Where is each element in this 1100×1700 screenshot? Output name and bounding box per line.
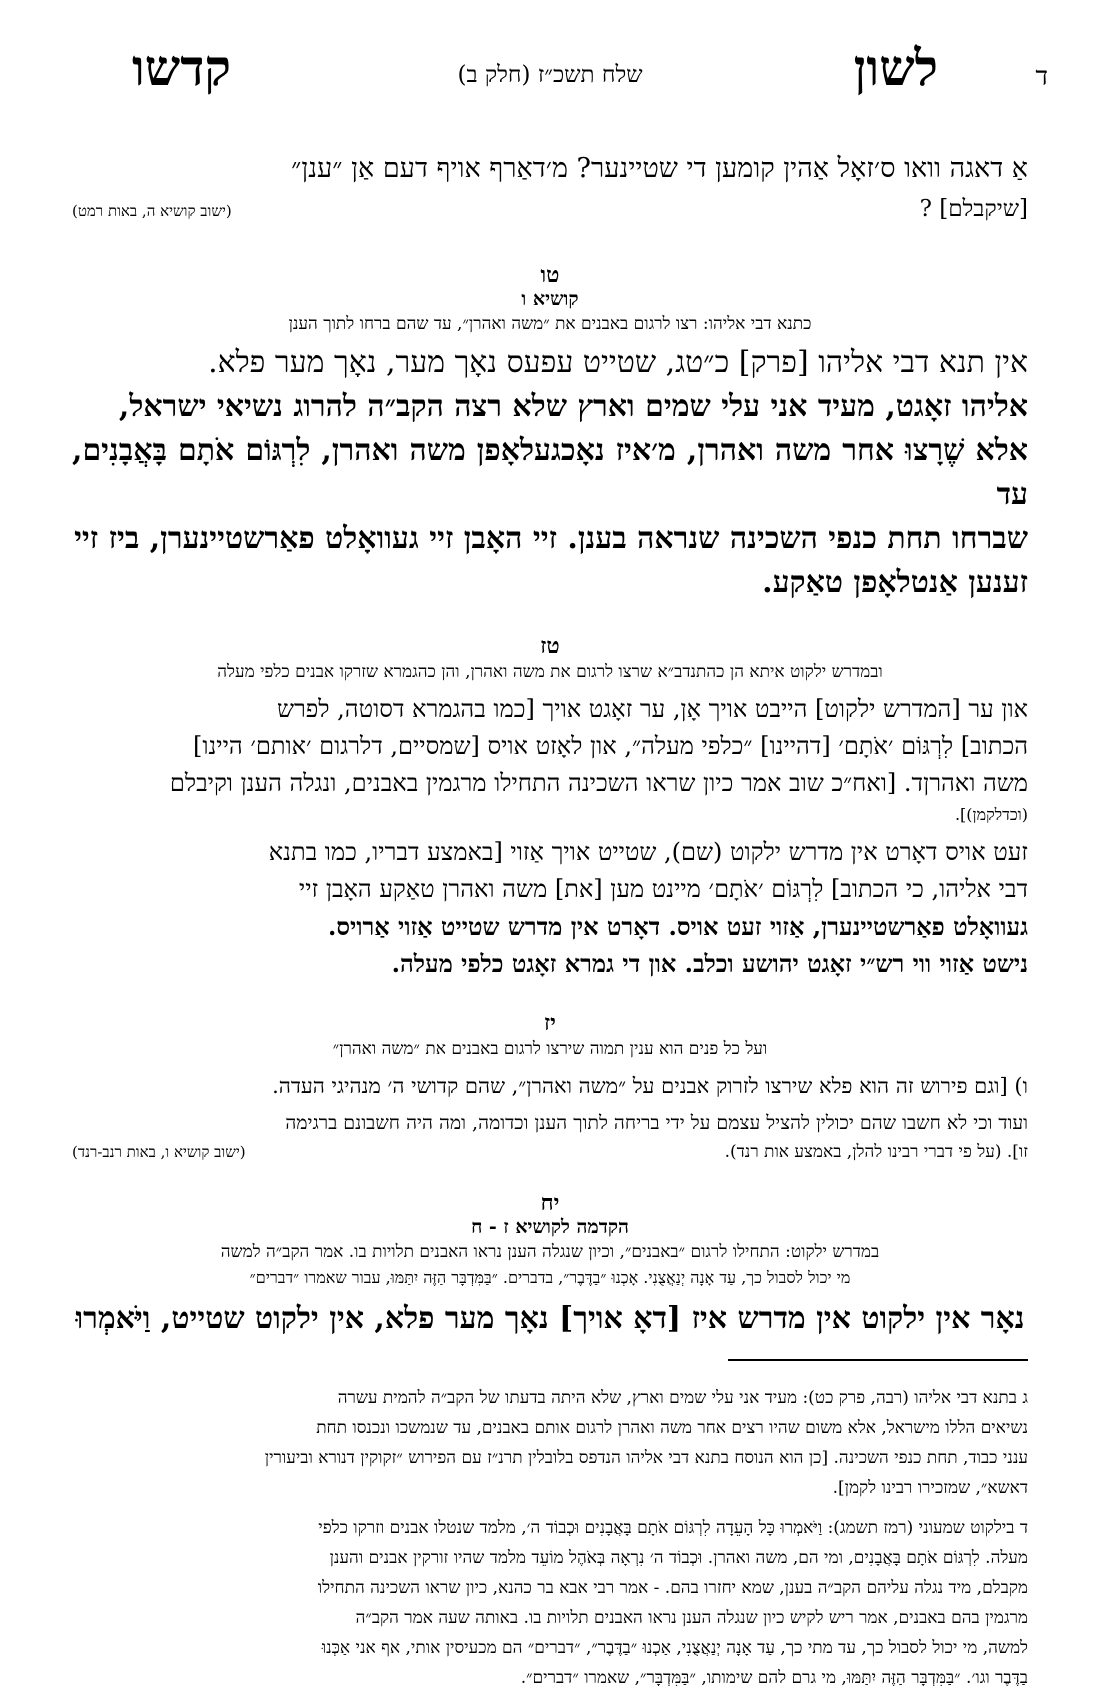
footnote-d xyxy=(72,1513,1028,1693)
header-word-left: קדשו xyxy=(132,38,231,97)
section-title: קושיא ו xyxy=(521,288,579,310)
paragraph-line: נאָר אין ילקוט אין מדרש איז [דאָ אויך] נאָך מער פלא, אין ילקוט שטייט, וַיֹּאמְרוּ xyxy=(75,1301,1025,1336)
paragraph-line: דבי אליהו, כי הכתוב] לִרְגּוֹם ׳אֹתָם׳ מיינט מען [את] משה ואהרן טאַקע האָבן זיי xyxy=(298,875,1028,903)
paragraph-line: אין תנא דבי אליהו [פרק] כ״טג, שטייט עפעס נאָך מער, נאָך מער פלא. xyxy=(208,345,1028,380)
paragraph-line: משה ואהרןד. [ואח״כ שוב אמר כיון שראו השכינה התחילו מרגמין באבנים, ונגלה הענן וקיבלם xyxy=(169,769,1028,797)
section-title: הקדמה לקושיא ז - ח xyxy=(471,1216,629,1238)
footnote-g xyxy=(72,1383,1028,1503)
section-note: במדרש ילקוט: התחילו לרגום ״באבנים״, וכיון שנגלה הענן נראו האבנים תלויות בו. אמר הקב״ה למשה xyxy=(220,1242,880,1262)
paragraph-line: געוואָלט פאַרשטיינערן, אַזוי זעט אויס. דאָרט אין מדרש שטייט אַזוי אַרויס. xyxy=(328,912,1028,941)
footnote-line: מעלה. לִרְגּוֹם אֹתָם בָּאֲבָנִים, ומי הם, משה ואהרן. וּכְבוֹד ה׳ נִרְאָה בְּאֹהֶל מוֹעֵד מלמד שהיו זורקין אבנים והענן xyxy=(329,1548,1028,1568)
footnote-line: ד בילקוט שמעוני (רמז תשמג): וַיֹּאמְרוּ כָּל הָעֵדָה לִרְגּוֹם אֹתָם בָּאֲבָנִים וּכְבוֹד ה׳, מלמד שנטלו אבנים וזרקו כלפי xyxy=(318,1518,1028,1538)
footnote-line: נשיאים הללו מישראל, אלא משום שהיו רצים אחר משה ואהרן לרגום אותם באבנים, עד שנמשכו ונכנסו תחת xyxy=(316,1418,1028,1438)
footnote-line: למשה, מי יכול לסבול כך, עד מתי כך, עַד אָנָה יְנַאֲצֻנִי, אַכְנוּ ״בַדֶּבֶר״, ״דברים״ הם מכעיסין אותי, אף אני אַכְּנוּ xyxy=(321,1638,1028,1658)
page-header xyxy=(72,38,1048,120)
section-number: יח xyxy=(540,1190,560,1216)
intro-line: אַ דאגה וואו ס׳זאָל אַהין קומען די שטיינער? מ׳דאַרף אויף דעם אַן ״ענן״ xyxy=(291,153,1028,184)
intro-reference: (ישוב קושיא ה, באות רמט) xyxy=(72,202,232,220)
header-word-right: לשון xyxy=(853,38,938,97)
section-note: ועל כל פנים הוא ענין תמוה שירצו לרגום באבנים את ״משה ואהרן״ xyxy=(332,1039,768,1059)
section-16 xyxy=(72,633,1028,982)
paragraph-line: זענען אַנטלאָפן טאַקע. xyxy=(762,565,1028,600)
section-18 xyxy=(72,1190,1028,1341)
section-note: כתנא דבי אליהו: רצו לרגום באבנים את ״משה ואהרן״, עד שהם ברחו לתוך הענן xyxy=(288,314,812,334)
footnote-line: מקבלם, מיד נגלה עליהם הקב״ה בענן, שמא יחזרו בהם. - אמר רבי אבא בר כהנא, כיון שראו השכינה התחילו xyxy=(317,1578,1028,1598)
paragraph-line: הכתוב] לִרְגּוֹם ׳אֹתָם׳ [דהיינו] ״כלפי מעלה״, און לאָזט אויס [שמסיים, דלרגום ׳אותם׳ היינו] xyxy=(192,732,1028,760)
footnote-line: מרגמין בהם באבנים, אמר ריש לקיש כיון שנגלה הענן נראו האבנים תלויות בו. באותה שעה אמר הקב״ה xyxy=(355,1608,1028,1628)
footnote-line: בַדֶּבֶר וגו׳. ״בַּמִּדְבָּר הַזֶּה יִתַּמּוּ, מי גרם להם שימותו, ״בַּמִּדְבָּר״, שאמרו ״דברים״. xyxy=(520,1668,1028,1688)
paragraph-line: אליהו זאָגט, מעיד אני עלי שמים וארץ שלא רצה הקב״ה להרוג נשיאי ישראל, xyxy=(118,389,1028,424)
footnote-line: דאשא״, שמזכירו רבינו לקמן]. xyxy=(832,1478,1028,1498)
paragraph-text: זו]. (על פי דברי רבינו להלן, באמצע אות רנד). xyxy=(724,1142,1028,1162)
intro-block xyxy=(72,150,1028,228)
section-reference: (ישוב קושיא ו, באות רנב-רנד) xyxy=(72,1143,246,1161)
paragraph-line: נישט אַזוי ווי רש״י זאָגט יהושע וכלב. און די גמרא זאָגט כלפי מעלה. xyxy=(391,949,1028,978)
section-number: טז xyxy=(540,633,560,659)
footnote-divider xyxy=(728,1359,1028,1361)
section-number: טו xyxy=(540,262,560,288)
section-number: יז xyxy=(544,1010,556,1036)
intro-line-2 xyxy=(72,190,1028,228)
paragraph-line: זעט אויס דאָרט אין מדרש ילקוט (שם), שטייט אויך אַזוי [באמצע דבריו, כמו בתנא xyxy=(268,838,1028,866)
section-15 xyxy=(72,262,1028,605)
footnote-line: ג בתנא דבי אליהו (רבה, פרק כט): מעיד אני עלי שמים וארץ, שלא היתה בדעתו של הקב״ה להמית עשרה xyxy=(337,1388,1028,1408)
paragraph-line-ref xyxy=(72,1142,1028,1162)
paragraph-line: ו) [וגם פירוש זה הוא פלא שירצו לזרוק אבנים על ״משה ואהרן״, שהם קדושי ה׳ מנהיגי העדה. xyxy=(272,1074,1028,1098)
header-subtitle: שלח תשכ״ז (חלק ב) xyxy=(457,62,643,88)
paragraph-line: שברחו תחת כנפי השכינה שנראה בענן. זיי האָבן זיי געוואָלט פאַרשטיינערן, ביז זיי xyxy=(74,521,1028,556)
section-17 xyxy=(72,1010,1028,1162)
paragraph-line: (וכדלקמן)]. xyxy=(954,805,1028,824)
footnote-line: ענני כבוד, תחת כנפי השכינה. [כן הוא הנוסח בתנא דבי אליהו הנדפס בלובלין תרנ״ז עם הפירוש ״זקוקין דנורא וביעורין xyxy=(264,1448,1028,1468)
intro-text: [שיקבלם] ? xyxy=(919,196,1028,222)
footnotes xyxy=(72,1383,1028,1693)
paragraph-line: ועוד וכי לא חשבו שהם יכולין להציל עצמם על ידי בריחה לתוך הענן וכדומה, ומה היה חשבונם ברגימה xyxy=(285,1112,1028,1134)
paragraph-line: און ער [המדרש ילקוט] הייבט אויך אָן, ער זאָגט אויך [כמו בהגמרא דסוטה, לפרש xyxy=(276,695,1028,723)
section-note: מי יכול לסבול כך, עַד אָנָה יְנַאֲצֻנִי. אָכְנוּ ״בַדֶּבֶר״, בדברים. ״בַּמִּדְבָּר הַזֶּה יִתַּמּוּ, עבור שאמרו ״דברים״ xyxy=(249,1268,851,1287)
page-number: ד xyxy=(1035,62,1048,92)
section-note: ובמדרש ילקוט איתא הן כהתנדב״א שרצו לרגום את משה ואהרן, והן כהגמרא שזרקו אבנים כלפי מעלה xyxy=(217,662,883,682)
paragraph-line: אלא שֶׁרָצוּ אחר משה ואהרן, מ׳איז נאָכגעלאָפן משה ואהרן, לִרְגּוֹם אֹתָם בָּאֲבָנִים, עד xyxy=(72,433,1028,512)
